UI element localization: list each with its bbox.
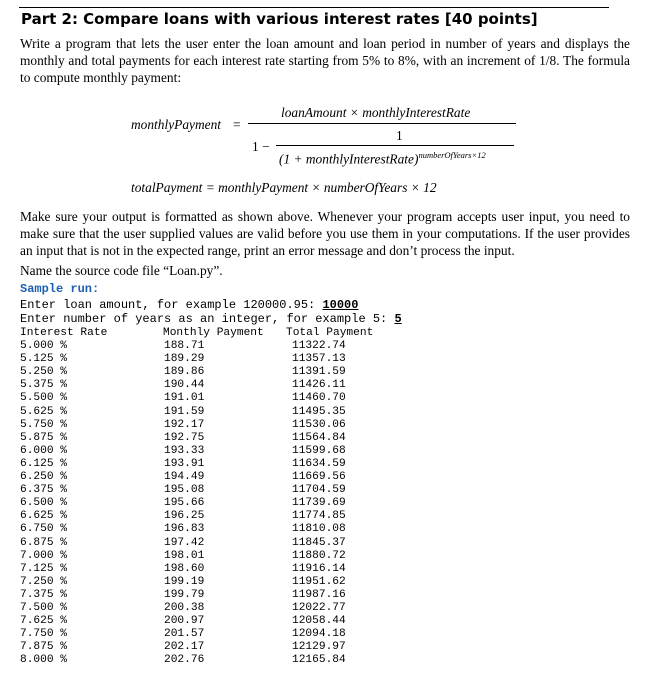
total-cell: 11739.69 [292, 497, 346, 510]
monthly-cell: 196.83 [164, 523, 205, 536]
filename-paragraph: Name the source code file “Loan.py”. [20, 263, 223, 278]
monthly-cell: 191.01 [164, 392, 205, 405]
total-cell: 11810.08 [292, 523, 346, 536]
monthly-cell: 192.75 [164, 431, 205, 444]
rate-cell: 7.125 % [20, 562, 67, 575]
rate-cell: 6.125 % [20, 457, 67, 470]
rate-cell: 6.750 % [20, 523, 67, 536]
header-monthly-payment: Monthly Payment [163, 327, 264, 339]
monthly-cell: 200.38 [164, 601, 205, 614]
inner-fraction-bar [276, 145, 514, 146]
total-cell: 12094.18 [292, 628, 346, 641]
rate-cell: 7.875 % [20, 641, 67, 654]
header-interest-rate: Interest Rate [20, 327, 108, 339]
input-loan-amount: 10000 [322, 298, 359, 312]
total-cell: 11391.59 [292, 366, 346, 379]
monthly-cell: 191.59 [164, 405, 205, 418]
total-cell: 11564.84 [292, 431, 346, 444]
total-cell: 11987.16 [292, 588, 346, 601]
total-cell: 11669.56 [292, 471, 346, 484]
rate-cell: 6.875 % [20, 536, 67, 549]
monthly-cell: 190.44 [164, 379, 205, 392]
rate-cell: 5.000 % [20, 340, 67, 353]
total-cell: 11774.85 [292, 510, 346, 523]
monthly-cell: 192.17 [164, 418, 205, 431]
monthly-cell: 193.91 [164, 457, 205, 470]
input-years: 5 [394, 312, 402, 326]
sample-run-title: Sample run: [20, 282, 100, 296]
total-cell: 12022.77 [292, 601, 346, 614]
prompt-loan-amount [20, 299, 358, 312]
monthly-cell: 194.49 [164, 471, 205, 484]
monthly-cell: 195.66 [164, 497, 205, 510]
rate-cell: 5.875 % [20, 431, 67, 444]
monthly-cell: 196.25 [164, 510, 205, 523]
total-cell: 11704.59 [292, 484, 346, 497]
rate-cell: 7.250 % [20, 575, 67, 588]
total-cell: 11460.70 [292, 392, 346, 405]
total-cell: 11880.72 [292, 549, 346, 562]
monthly-cell: 189.86 [164, 366, 205, 379]
rate-cell: 6.000 % [20, 444, 67, 457]
total-cell: 11530.06 [292, 418, 346, 431]
monthly-cell: 199.79 [164, 588, 205, 601]
intro-paragraph: Write a program that lets the user enter the loan amount and loan period in number of years and displays the monthly and total payments for each interest rate starting from 5% to 8%, with an increment of 1/8. The formula to compute monthly payment: [20, 36, 630, 85]
top-rule [19, 7, 609, 8]
monthly-cell: 200.97 [164, 615, 205, 628]
formula-numerator: loanAmount × monthlyInterestRate [281, 105, 471, 120]
rate-cell: 5.375 % [20, 379, 67, 392]
validation-paragraph: Make sure your output is formatted as shown above. Whenever your program accepts user input, you need to make sure that the user supplied values are valid before you use them in your computations. If the user provides an input that is not in the expected range, print an error message and don’t process the input. [20, 209, 630, 258]
total-cell: 12129.97 [292, 641, 346, 654]
rate-cell: 5.125 % [20, 353, 67, 366]
monthly-cell: 195.08 [164, 484, 205, 497]
monthly-cell: 198.60 [164, 562, 205, 575]
monthly-cell: 202.17 [164, 641, 205, 654]
prompt-years [20, 313, 402, 326]
monthly-cell: 197.42 [164, 536, 205, 549]
header-total-payment: Total Payment [286, 327, 374, 339]
rate-cell: 6.250 % [20, 471, 67, 484]
monthly-cell: 202.76 [164, 654, 205, 667]
formula-inner-base: (1 + monthlyInterestRate) [279, 151, 419, 167]
prompt-loan-text: Enter loan amount, for example 120000.95: [20, 298, 323, 312]
rate-cell: 5.625 % [20, 405, 67, 418]
rate-cell: 7.000 % [20, 549, 67, 562]
total-cell: 11495.35 [292, 405, 346, 418]
total-cell: 11426.11 [292, 379, 346, 392]
rate-cell: 5.500 % [20, 392, 67, 405]
total-cell: 11916.14 [292, 562, 346, 575]
total-cell: 11357.13 [292, 353, 346, 366]
rate-cell: 7.375 % [20, 588, 67, 601]
total-cell: 12058.44 [292, 615, 346, 628]
rate-cell: 8.000 % [20, 654, 67, 667]
formula-one-minus: 1 − [252, 139, 270, 154]
rate-cell: 5.750 % [20, 418, 67, 431]
rate-cell: 7.625 % [20, 615, 67, 628]
monthly-cell: 201.57 [164, 628, 205, 641]
monthly-cell: 189.29 [164, 353, 205, 366]
formula-exponent: numberOfYears×12 [418, 150, 486, 160]
prompt-years-text: Enter number of years as an integer, for example 5: [20, 312, 395, 326]
section-heading: Part 2: Compare loans with various interest rates [40 points] [21, 10, 538, 28]
total-cell: 11599.68 [292, 444, 346, 457]
total-cell: 11845.37 [292, 536, 346, 549]
total-payment-formula: totalPayment = monthlyPayment × numberOfYears × 12 [131, 180, 437, 195]
monthly-cell: 198.01 [164, 549, 205, 562]
monthly-cell: 193.33 [164, 444, 205, 457]
total-cell: 11322.74 [292, 340, 346, 353]
total-cell: 11951.62 [292, 575, 346, 588]
main-fraction-bar [248, 123, 516, 124]
rate-cell: 6.625 % [20, 510, 67, 523]
formula-inner-numerator: 1 [396, 128, 403, 143]
rate-cell: 6.375 % [20, 484, 67, 497]
formula-equals: = [233, 117, 241, 132]
formula-inner-denominator [279, 150, 486, 167]
total-cell: 12165.84 [292, 654, 346, 667]
rate-cell: 5.250 % [20, 366, 67, 379]
formula-lhs: monthlyPayment [131, 117, 221, 132]
monthly-cell: 188.71 [164, 340, 205, 353]
total-cell: 11634.59 [292, 457, 346, 470]
rate-cell: 7.500 % [20, 601, 67, 614]
rate-cell: 7.750 % [20, 628, 67, 641]
monthly-cell: 199.19 [164, 575, 205, 588]
rate-cell: 6.500 % [20, 497, 67, 510]
